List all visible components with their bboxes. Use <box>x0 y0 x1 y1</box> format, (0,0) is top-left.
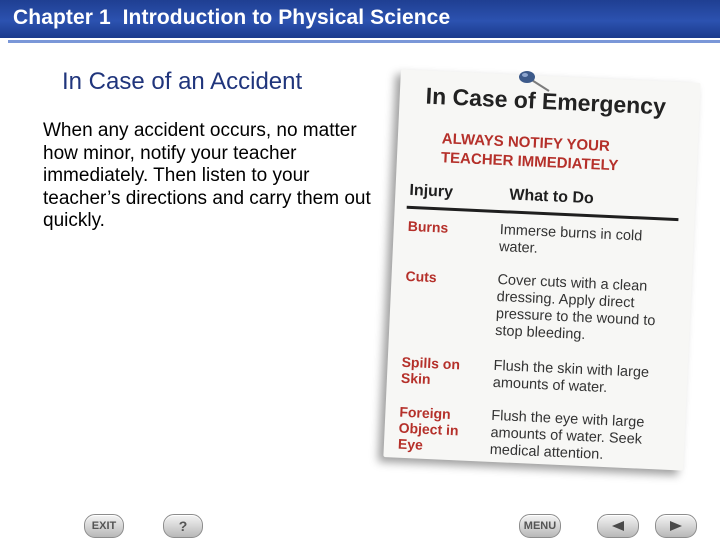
injury-name: Spills on Skin <box>400 353 461 388</box>
header-bar <box>0 0 720 38</box>
poster-sheet <box>383 69 700 470</box>
arrow-right-icon <box>668 520 684 532</box>
column-header-injury: Injury <box>409 181 454 201</box>
injury-action: Flush the eye with large amounts of water. Seek medical attention. <box>489 407 645 463</box>
poster-heading: In Case of Emergency <box>425 82 667 120</box>
column-header-action: What to Do <box>508 186 595 208</box>
notice-line-2: TEACHER IMMEDIATELY <box>440 149 619 175</box>
header-divider <box>8 40 720 43</box>
emergency-poster <box>380 70 705 470</box>
next-button[interactable] <box>655 514 697 538</box>
menu-button[interactable]: MENU <box>519 514 561 538</box>
notice-line-1: ALWAYS NOTIFY YOUR <box>441 130 611 155</box>
injury-name: Foreign Object in Eye <box>397 403 459 453</box>
arrow-left-icon <box>610 520 626 532</box>
slide-title: In Case of an Accident <box>62 68 303 95</box>
poster-notice <box>441 129 620 175</box>
poster-row-eye <box>386 403 686 463</box>
injury-action: Cover cuts with a clean dressing. Apply direct pressure to the wound to stop bleeding. <box>494 271 656 344</box>
slide-body-text: When any accident occurs, no matter how minor, notify your teacher immediately. Then listen to your teacher’s directions and carry them out quickly. <box>43 120 371 231</box>
previous-button[interactable] <box>597 514 639 538</box>
exit-button[interactable]: EXIT <box>84 514 124 538</box>
injury-action: Flush the skin with large amounts of water. <box>492 357 650 397</box>
help-button[interactable]: ? <box>163 514 203 538</box>
injury-action: Immerse burns in cold water. <box>498 222 643 257</box>
chapter-title: Chapter 1 Introduction to Physical Science <box>13 6 451 29</box>
injury-name: Burns <box>407 217 449 236</box>
poster-row-spills <box>388 353 688 397</box>
pushpin-icon <box>515 69 555 97</box>
injury-name: Cuts <box>405 267 438 286</box>
poster-row-cuts <box>392 267 692 344</box>
